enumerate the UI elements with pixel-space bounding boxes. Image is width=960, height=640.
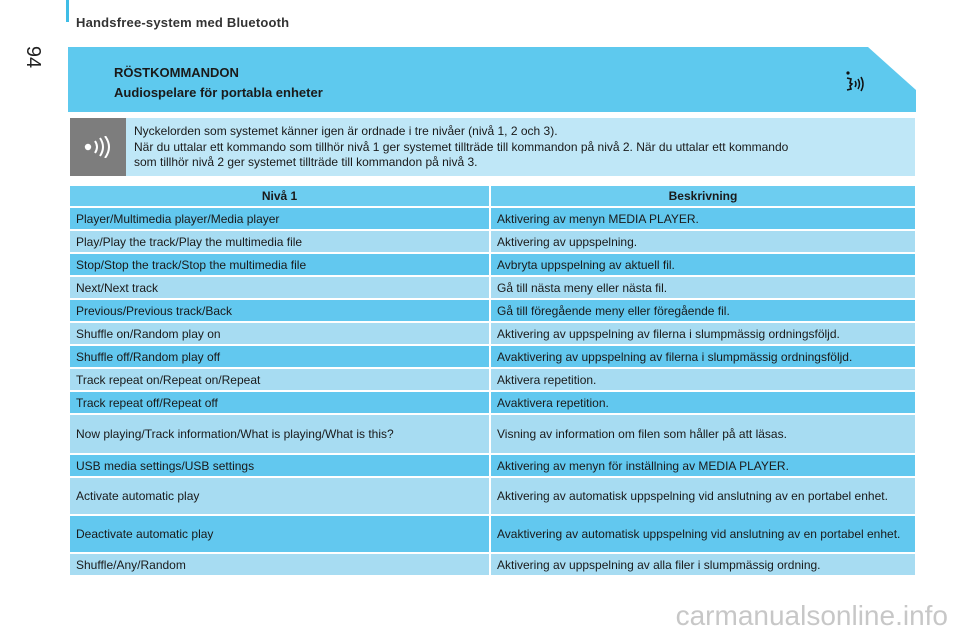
table-row: [70, 231, 915, 252]
header-title: Handsfree-system med Bluetooth: [76, 15, 290, 30]
info-line: När du uttalar ett kommando som tillhör nivå 1 ger systemet tillträde till kommandon på nivå 2. När du uttalar ett kommando: [134, 139, 789, 154]
command-cell: Track repeat on/Repeat on/Repeat: [70, 369, 489, 390]
command-cell: Track repeat off/Repeat off: [70, 392, 489, 413]
command-table: [70, 186, 915, 577]
description-cell: Gå till nästa meny eller nästa fil.: [491, 277, 915, 298]
table-row: [70, 277, 915, 298]
table-row: [70, 346, 915, 367]
description-cell: Aktivering av menyn MEDIA PLAYER.: [491, 208, 915, 229]
command-cell: Shuffle off/Random play off: [70, 346, 489, 367]
description-cell: Aktivering av uppspelning av alla filer i slumpmässig ordning.: [491, 554, 915, 575]
description-cell: Aktivering av uppspelning av filerna i slumpmässig ordningsföljd.: [491, 323, 915, 344]
table-row: [70, 300, 915, 321]
description-cell: Avaktivering av uppspelning av filerna i slumpmässig ordningsföljd.: [491, 346, 915, 367]
table-row: [70, 369, 915, 390]
table-row: [70, 254, 915, 275]
command-cell: Next/Next track: [70, 277, 489, 298]
command-cell: Deactivate automatic play: [70, 516, 489, 552]
watermark: carmanualsonline.info: [675, 600, 948, 631]
command-cell: Previous/Previous track/Back: [70, 300, 489, 321]
description-cell: Avbryta uppspelning av aktuell fil.: [491, 254, 915, 275]
description-cell: Visning av information om filen som håller på att läsas.: [491, 415, 915, 453]
command-cell: Activate automatic play: [70, 478, 489, 514]
table-row: [70, 516, 915, 552]
section-subtitle: Audiospelare för portabla enheter: [114, 85, 323, 100]
info-text: [134, 124, 904, 171]
description-cell: Gå till föregående meny eller föregående fil.: [491, 300, 915, 321]
section-title: RÖSTKOMMANDON: [114, 65, 239, 80]
header-description: Beskrivning: [491, 186, 915, 206]
command-cell: Stop/Stop the track/Stop the multimedia file: [70, 254, 489, 275]
description-cell: Avaktivering av automatisk uppspelning vid anslutning av en portabel enhet.: [491, 516, 915, 552]
info-line: som tillhör nivå 2 ger systemet tillträde till kommandon på nivå 3.: [134, 155, 478, 169]
table-header-row: [70, 186, 915, 206]
page-number: 94: [22, 45, 44, 69]
command-cell: Player/Multimedia player/Media player: [70, 208, 489, 229]
command-cell: Play/Play the track/Play the multimedia file: [70, 231, 489, 252]
table-row: [70, 415, 915, 453]
table-row: [70, 323, 915, 344]
command-cell: Shuffle on/Random play on: [70, 323, 489, 344]
description-cell: Aktivering av automatisk uppspelning vid anslutning av en portabel enhet.: [491, 478, 915, 514]
command-cell: Now playing/Track information/What is playing/What is this?: [70, 415, 489, 453]
voice-command-icon: [844, 70, 866, 94]
command-cell: USB media settings/USB settings: [70, 455, 489, 476]
description-cell: Aktivering av uppspelning.: [491, 231, 915, 252]
table-row: [70, 478, 915, 514]
header-accent-rule: [66, 0, 69, 22]
description-cell: Avaktivera repetition.: [491, 392, 915, 413]
description-cell: Aktivera repetition.: [491, 369, 915, 390]
table-row: [70, 455, 915, 476]
header-level-1: Nivå 1: [70, 186, 489, 206]
sound-wave-icon: [83, 136, 115, 158]
table-row: [70, 208, 915, 229]
command-cell: Shuffle/Any/Random: [70, 554, 489, 575]
info-line: Nyckelorden som systemet känner igen är ordnade i tre nivåer (nivå 1, 2 och 3).: [134, 124, 558, 138]
description-cell: Aktivering av menyn för inställning av MEDIA PLAYER.: [491, 455, 915, 476]
table-row: [70, 392, 915, 413]
table-row: [70, 554, 915, 575]
